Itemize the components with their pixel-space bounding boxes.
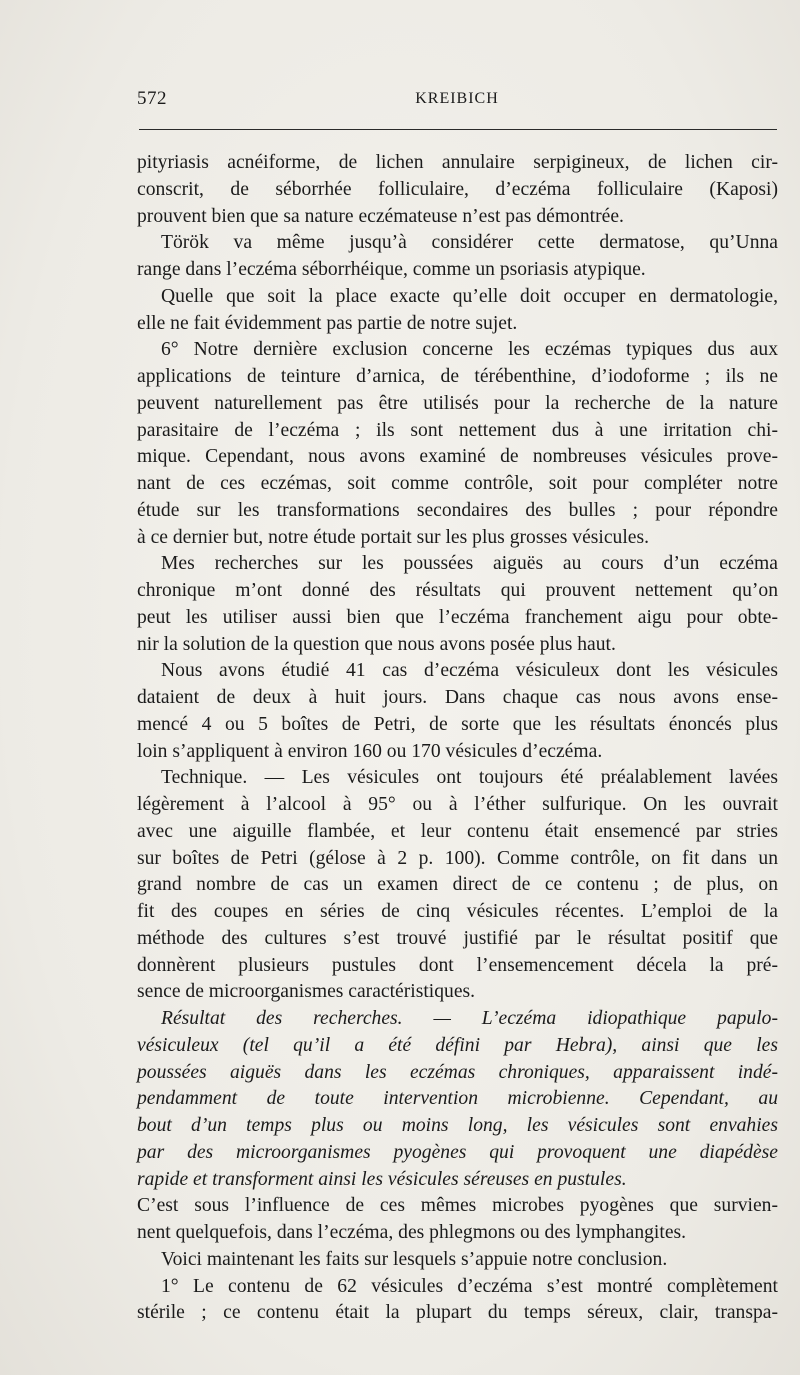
text-line: mencé 4 ou 5 boîtes de Petri, de sorte que les résultats énoncés plus [137,713,778,735]
text-line: légèrement à l’alcool à 95° ou à l’éther sulfurique. On les ouvrait [137,794,778,815]
text-line: Mes recherches sur les poussées aiguës au cours d’un eczéma [161,553,778,575]
text-line: avec une aiguille flambée, et leur contenu était ensemencé par stries [137,820,778,842]
text-line: prouvent bien que sa nature eczémateuse n’est pas démontrée. [137,205,624,227]
text-line: donnèrent plusieurs pustules dont l’ensemencement décela la pré- [137,954,778,976]
text-line: pendamment de toute intervention microbienne. Cependant, au [137,1088,778,1110]
text-line: pityriasis acnéiforme, de lichen annulaire serpigineux, de lichen cir- [137,152,778,173]
body-text [137,150,778,1327]
header-rule [139,129,777,130]
text-line: parasitaire de l’eczéma ; ils sont nettement dus à une irritation chi- [137,419,778,441]
text-line: applications de teinture d’arnica, de térébenthine, d’iodoforme ; ils ne [137,366,778,387]
text-line: 1° Le contenu de 62 vésicules d’eczéma s’est montré complètement [161,1275,778,1297]
text-line: par des microorganismes pyogènes qui provoquent une diapédèse [137,1141,778,1163]
text-line: mique. Cependant, nous avons examiné de nombreuses vésicules prove- [137,446,778,468]
page-number: 572 [137,88,167,109]
text-line: dataient de deux à huit jours. Dans chaque cas nous avons ense- [137,687,778,708]
text-line: méthode des cultures s’est trouvé justifié par le résultat positif que [137,927,778,949]
text-line: 6° Notre dernière exclusion concerne les eczémas typiques dus aux [161,339,778,361]
text-line: nent quelquefois, dans l’eczéma, des phlegmons ou des lymphangites. [137,1222,687,1243]
text-line: nant de ces eczémas, soit comme contrôle, soit pour compléter notre [137,473,778,494]
text-line: bout d’un temps plus ou moins long, les vésicules sont envahies [137,1115,778,1136]
text-line: étude sur les transformations secondaires des bulles ; pour répondre [137,499,778,521]
text-line: elle ne fait évidemment pas partie de notre sujet. [137,312,518,334]
text-line: chronique m’ont donné des résultats qui prouvent nettement qu’on [137,580,778,601]
text-line: nir la solution de la question que nous avons posée plus haut. [137,633,616,655]
text-line: sence de microorganismes caractéristiques. [137,981,476,1003]
text-line: Török va même jusqu’à considérer cette dermatose, qu’Unna [161,232,778,254]
text-line: conscrit, de séborrhée folliculaire, d’eczéma folliculaire (Kaposi) [137,178,778,200]
text-line: stérile ; ce contenu était la plupart du temps séreux, clair, transpa- [137,1302,778,1324]
text-line: à ce dernier but, notre étude portait sur les plus grosses vésicules. [137,526,650,548]
page-header [137,88,777,114]
text-line: C’est sous l’influence de ces mêmes microbes pyogènes que survien- [137,1195,778,1217]
text-line: Nous avons étudié 41 cas d’eczéma vésiculeux dont les vésicules [161,660,778,682]
text-line: range dans l’eczéma séborrhéique, comme un psoriasis atypique. [137,259,646,280]
text-line: fit des coupes en séries de cinq vésicules récentes. L’emploi de la [137,901,778,922]
text-line: rapide et transforment ainsi les vésicules séreuses en pustules. [137,1168,627,1190]
text-line: poussées aiguës dans les eczémas chroniques, apparaissent indé- [137,1061,778,1083]
text-line: peut les utiliser aussi bien que l’eczéma franchement aigu pour obte- [137,606,778,628]
text-line: Quelle que soit la place exacte qu’elle doit occuper en dermatologie, [161,285,778,307]
text-line: sur boîtes de Petri (gélose à 2 p. 100). Comme contrôle, on fit dans un [137,847,778,869]
running-head: KREIBICH [415,90,499,107]
text-line: peuvent naturellement pas être utilisés pour la recherche de la nature [137,392,778,414]
text-line: grand nombre de cas un examen direct de ce contenu ; de plus, on [137,874,778,896]
text-line: Technique. — Les vésicules ont toujours été préalablement lavées [161,767,778,789]
text-line: Résultat des recherches. — L’eczéma idiopathique papulo- [161,1008,778,1029]
text-line: vésiculeux (tel qu’il a été défini par Hebra), ainsi que les [137,1034,778,1056]
text-line: Voici maintenant les faits sur lesquels s’appuie notre conclusion. [161,1248,668,1270]
text-line: loin s’appliquent à environ 160 ou 170 vésicules d’eczéma. [137,740,603,762]
